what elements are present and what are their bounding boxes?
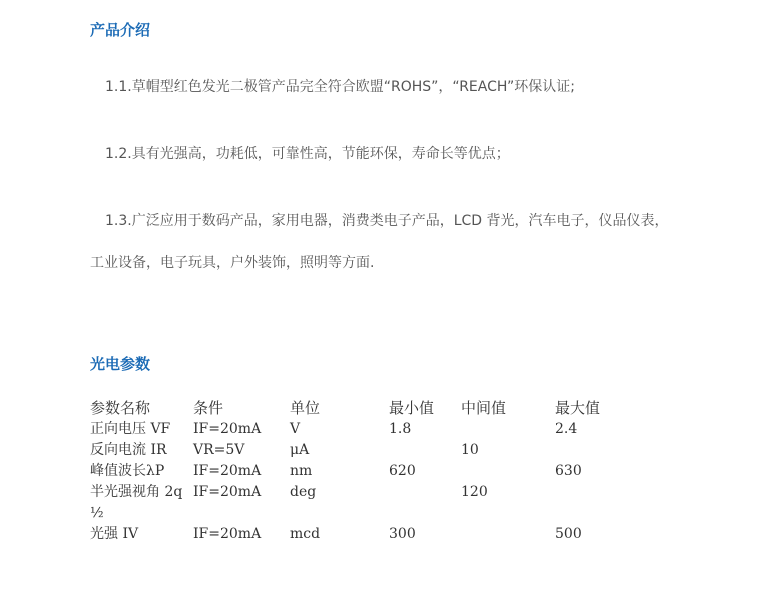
cell-param-name: 光强 IV — [90, 526, 139, 542]
intro-paragraph-3-continued: 工业设备，电子玩具，户外装饰，照明等方面. — [90, 255, 375, 271]
cell-min — [389, 482, 461, 524]
intro-paragraph-3: 1.3.广泛应用于数码产品，家用电器，消费类电子产品，LCD 背光，汽车电子，仪品仪表， — [105, 213, 669, 229]
table-row — [90, 482, 635, 524]
table-header-row — [90, 398, 635, 419]
cell-min: 1.8 — [389, 421, 412, 437]
header-param-name: 参数名称 — [90, 399, 151, 417]
cell-condition: VR=5V — [193, 442, 245, 458]
intro-paragraph-1: 1.1.草帽型红色发光二极管产品完全符合欧盟“ROHS”，“REACH”环保认证; — [105, 79, 575, 95]
header-unit: 单位 — [290, 399, 321, 417]
cell-typ: 10 — [461, 442, 479, 458]
table-row — [90, 419, 635, 440]
cell-typ: 120 — [461, 484, 488, 500]
table-row — [90, 524, 635, 545]
cell-condition: IF=20mA — [193, 484, 262, 500]
params-table — [90, 398, 635, 545]
cell-param-name: 正向电压 VF — [90, 421, 171, 437]
cell-unit: μA — [290, 442, 310, 458]
cell-unit: deg — [290, 484, 317, 500]
cell-min: 300 — [389, 526, 416, 542]
table-row — [90, 461, 635, 482]
header-min: 最小值 — [389, 399, 435, 417]
section-title-optoelectronic-params: 光电参数 — [90, 355, 151, 373]
cell-condition: IF=20mA — [193, 463, 262, 479]
cell-condition: IF=20mA — [193, 526, 262, 542]
cell-max: 500 — [555, 526, 582, 542]
header-typ: 中间值 — [461, 399, 507, 417]
cell-param-name: 反向电流 IR — [90, 442, 167, 458]
cell-max — [555, 482, 635, 524]
cell-typ — [461, 461, 555, 482]
cell-typ — [461, 524, 555, 545]
cell-typ — [461, 419, 555, 440]
intro-paragraph-2: 1.2.具有光强高，功耗低，可靠性高，节能环保，寿命长等优点； — [105, 146, 510, 162]
cell-unit: mcd — [290, 526, 321, 542]
cell-min: 620 — [389, 463, 416, 479]
cell-max — [555, 440, 635, 461]
cell-min — [389, 440, 461, 461]
section-title-product-intro: 产品介绍 — [90, 21, 151, 39]
cell-condition: IF=20mA — [193, 421, 262, 437]
table-row — [90, 440, 635, 461]
cell-param-name: 半光强视角 2q½ — [90, 484, 183, 521]
cell-max: 630 — [555, 463, 582, 479]
header-max: 最大值 — [555, 399, 601, 417]
cell-unit: nm — [290, 463, 313, 479]
cell-unit: V — [290, 421, 301, 437]
header-condition: 条件 — [193, 399, 224, 417]
cell-max: 2.4 — [555, 421, 578, 437]
cell-param-name: 峰值波长λP — [90, 463, 165, 479]
